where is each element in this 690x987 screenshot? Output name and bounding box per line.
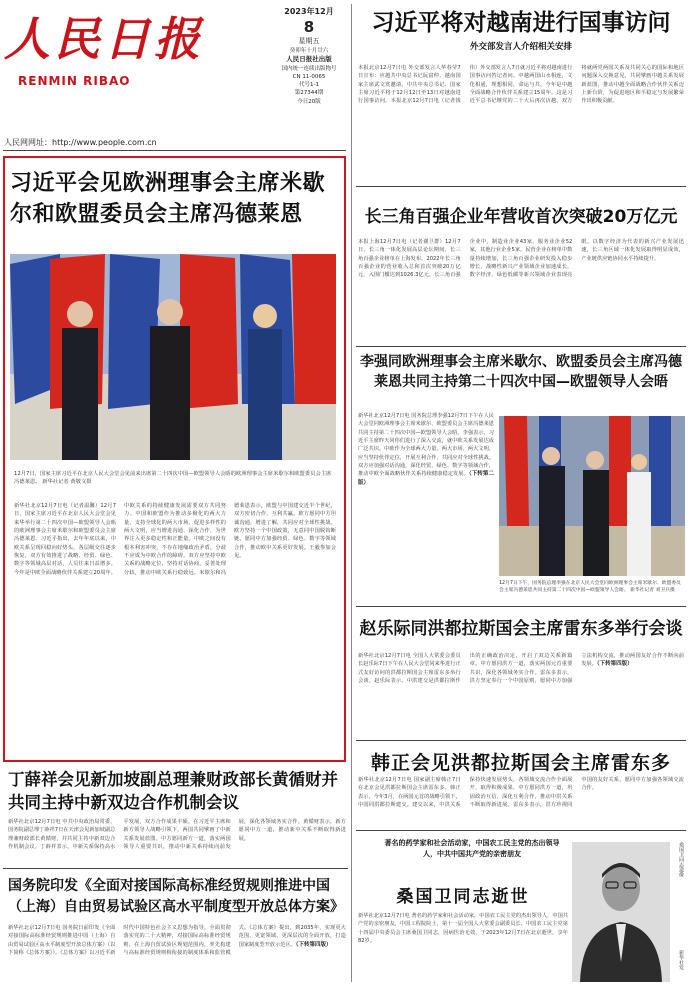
section-divider (356, 606, 686, 607)
obituary-pretitle: 著名的药学家和社会活动家，中国农工民主党的杰出领导人，中共中国共产党的亲密朋友 (384, 839, 560, 858)
shanghai-ftz-text: 新华社北京12月7日电 国务院日前印发《全面对接国际高标准经贸规则推进中国（上海）自由贸易试验区高水平制度型开放总体方案》（以下简称《总体方案》）。《总体方案》以习近平新时代中国特色社会主义思想为指导，全面贯彻落实党的二十大精神，对接国际高标准经贸规则，在上海自贸试验区规划范围内，率先构建与高标准经贸规则相衔接的制度体系和监管模式。《总体方案》提出，到2035年，实现更大范围、更宽领域、更深层次的全面开放，打造国家制度型开放示范区。 (8, 925, 346, 956)
section-divider (356, 186, 686, 187)
obituary-portrait-svg (572, 842, 670, 982)
article-body-zhao-leji (358, 652, 684, 736)
article-body-yangtze-delta: 本报上海12月7日电（记者谢卫群）12月7日，长三角一体化发展高层论坛期间，长三角百强企业榜单在上海发布。2022年长三角百强企业的营业收入总和首次突破20万亿元，入围门槛达到1026.3亿元。长三角百强企业中，制造业企业43家，服务业企业52家，其他行业企业5家。民营企业在榜单中数量持续增加，长三角百强企业研发投入稳步增长，战略性新兴产业领域企业加速成长，数字经济、绿色低碳等新兴领域企业表现亮眼。以数字经济为代表的新兴产业发展迅速，长三角区域一体化发展取得明显成效，产业链供应链协同水平持续提升。 (358, 239, 684, 279)
china-eu-summit-photo-svg (499, 416, 685, 576)
issue-year-month: 2023年12月 (284, 7, 334, 16)
article-body-shanghai-ftz (8, 924, 346, 984)
article-headline-eu-meeting[interactable]: 习近平会见欧洲理事会主席米歇尔和欧盟委员会主席冯德莱恩 (10, 171, 326, 228)
china-eu-summit-continued: （下转第二版） (358, 471, 494, 486)
zhao-leji-continued: （下转第四版） (596, 661, 633, 668)
post-code: 代号1-1 (299, 82, 319, 88)
obituary-portrait-caption: 桑国卫同志遗像 (678, 842, 684, 877)
article-headline-china-eu-summit[interactable]: 李强同欧洲理事会主席米歇尔、欧盟委员会主席冯德莱恩共同主持第二十四次中国—欧盟领导人会晤 (360, 354, 682, 391)
article-body-china-eu-summit (358, 412, 494, 594)
zhao-leji-text: 新华社北京12月7日电 全国人大常委会委员长赵乐际7日下午在人民大会堂同来华进行正式友好访问的洪都拉斯国会主席雷东多举行会谈。赵乐际表示，中洪建交是洪都拉斯作出的正确政治决定，开启了双边关系新篇章。中方愿同洪方一道，落实两国元首重要共识，深化各领域务实合作。雷东多表示，洪方坚定奉行一个中国原则，愿同中方加强立法机构交流，推动两国友好合作不断向前发展。 (358, 653, 684, 684)
eu-meeting-photo-svg (10, 254, 336, 460)
issue-number: 第27344期 (294, 90, 324, 97)
cn-number-label: 国内统一连续出版物号 (281, 65, 337, 72)
newspaper-logo: 人民日报 (4, 12, 204, 66)
publisher: 人民日报社出版 (286, 54, 332, 63)
china-eu-summit-photo (499, 416, 685, 576)
vietnam-lead: 本报北京12月7日电 外交部发言人华春莹7日宣布：应越共中央总书记阮富仲、越南国家主席武文赏邀请，中共中央总书记、国家主席习近平将于12月12日至13日对越南进行国事访问。 (358, 65, 461, 105)
issue-day: 8 (303, 18, 315, 36)
article-headline-obituary[interactable]: 桑国卫同志逝世 (396, 887, 530, 907)
china-eu-summit-caption-text: 12月7日下午，国务院总理李强在北京人民大会堂同欧洲理事会主席米歇尔、欧盟委员会主席冯德莱恩共同主持第二十四次中国—欧盟领导人会晤。 (499, 581, 681, 594)
column-divider (351, 4, 352, 982)
eu-meeting-caption-text: 12月7日，国家主席习近平在北京人民大会堂会见前来出席第二十四次中国—欧盟领导人会晤的欧洲理事会主席米歇尔和欧盟委员会主席冯德莱恩。 (14, 471, 332, 486)
article-body-eu-meeting: 新华社北京12月7日电（记者温馨）12月7日，国家主席习近平在北京人民大会堂会见来华举行第二十四次中国—欧盟领导人会晤的欧洲理事会主席米歇尔和欧盟委员会主席冯德莱恩。习近平指出，去年年底以来，中欧关系呈现回稳向好势头，各层级交往逐步恢复，双方有效推进了战略、经贸、绿色、数字等领域高层对话，人员往来日益增多。今年是中欧全面战略伙伴关系建立20周年。中欧关系的持续健康发展需要双方共同努力。中国和欧盟作为推动多极化的两大力量、支持全球化的两大市场、促进多样性的两大文明，应当增进沟通、深化合作，为世界注入更多稳定性和正能量。中欧之间没有根本利害冲突，不存在地缘政治矛盾，分歧不应成为中欧合作的障碍。双方应坚持中欧关系的战略定位，坚持对话协商，妥善处理分歧，推动中欧关系行稳致远。米歇尔和冯德莱恩表示，欧盟与中国建交近半个世纪，双方密切合作，互利共赢。欧方愿同中方坦诚沟通，增进了解，共同应对全球性挑战。欧方坚持一个中国政策，无意同中国脱钩断链，愿同中方加强经贸、绿色、数字等领域合作，推动欧中关系更好发展。王毅参加会见。 (14, 503, 336, 576)
masthead-divider (3, 150, 346, 151)
section-divider (356, 830, 686, 831)
eu-meeting-photo-credit: 新华社记者 黄敬文摄 (42, 479, 92, 486)
cn-code: CN 11-0065 (292, 73, 326, 80)
china-eu-summit-photo-caption (499, 580, 685, 595)
article-subtitle-vietnam: 外交部发言人介绍相关安排 (469, 42, 572, 52)
section-divider (3, 868, 348, 869)
article-headline-shanghai-ftz[interactable]: 国务院印发《全面对接国际高标准经贸规则推进中国（上海）自由贸易试验区高水平制度型开放总体方案》 (8, 878, 344, 915)
eu-meeting-photo (10, 254, 336, 460)
eu-meeting-photo-caption (14, 470, 334, 486)
china-eu-summit-text: 新华社北京12月7日电 国务院总理李强12月7日下午在人民大会堂同欧洲理事会主席米歇尔、欧盟委员会主席冯德莱恩共同主持第二十四次中国—欧盟领导人会晤。李强表示，习近平主席昨天同你们进行了深入交流，就中欧关系发展达成广泛共识。中欧作为全球两大力量、两大市场、两大文明，应当坚持伙伴定位，开展互利合作，共同应对全球性挑战。双方应加强对话沟通，深化经贸、绿色、数字等领域合作，推动中欧全面战略伙伴关系持续健康稳定发展。 (358, 413, 494, 478)
vietnam-body: 本报北京12月7日电（记者钱伟）外交部发言人7日就习近平将对越南进行国事访问答记者问。中越两国山水相连，文化相通，理想相同，命运与共。今年是中越全面战略合作伙伴关系建立15周年。这是习近平总书记继党的二十大后再次访越，双方将就两党两国关系及共同关心的国际和地区问题深入交换意见，共同擘画中越关系发展新蓝图，推动中越全面战略合作伙伴关系迈上新台阶，为促进地区和平稳定与发展繁荣作出积极贡献。 (390, 65, 684, 105)
china-eu-summit-photo-credit: 新华社记者 刘卫兵摄 (630, 588, 675, 594)
obituary-portrait (572, 842, 670, 982)
article-body-ding-xuexiang: 新华社北京12月7日电 中共中央政治局常委、国务院副总理丁薛祥7日在天津会见新加坡副总理兼财政部长黄循财，并共同主持中新双边合作机制会议。丁薛祥表示，中新关系保持高水平发展，双方合作成果丰硕。在习近平主席和新方领导人战略引领下，两国共同擘画了中新关系发展蓝图。中方愿同新方一道，落实两国领导人重要共识，推动中新关系持续向前发展，深化各领域务实合作。黄循财表示，新方愿同中方一道，推动新中关系不断取得新进展。 (8, 819, 346, 850)
masthead-info (272, 6, 346, 138)
newspaper-pinyin: RENMIN RIBAO (18, 74, 131, 88)
issue-weekday: 星期五 (298, 37, 320, 45)
article-headline-vietnam[interactable]: 习近平将对越南进行国事访问 (371, 10, 671, 36)
article-headline-zhao-leji[interactable]: 赵乐际同洪都拉斯国会主席雷东多举行会谈 (359, 619, 683, 639)
section-divider (356, 346, 686, 347)
article-body-obituary: 新华社北京12月7日电 著名的药学家和社会活动家，中国农工民主党的杰出领导人，中国共产党的亲密朋友，中国工程院院士，第十一届全国人大常委会副委员长、中国农工民主党第十四届中央委员会主席桑国卫同志，因病医治无效，于2023年12月7日在北京逝世，享年82岁。 (358, 913, 568, 944)
article-headline-han-zheng[interactable]: 韩正会见洪都拉斯国会主席雷东多 (370, 752, 671, 774)
article-body-vietnam (358, 64, 684, 178)
section-divider (356, 740, 686, 741)
article-headline-ding-xuexiang[interactable]: 丁薛祥会见新加坡副总理兼财政部长黄循财并共同主持中新双边合作机制会议 (8, 770, 338, 813)
obituary-portrait-credit: 新华社发 (678, 950, 684, 970)
issue-lunar-date: 癸卯年十月廿六 (289, 47, 329, 54)
website-link[interactable]: 人民网网址：http://www.people.com.cn (4, 138, 157, 147)
article-headline-yangtze-delta[interactable]: 长三角百强企业年营收首次突破20万亿元 (364, 207, 678, 227)
page-count: 今日20版 (297, 98, 321, 105)
article-body-han-zheng: 新华社北京12月7日电 国家副主席韩正7日在北京会见洪都拉斯国会主席雷东多。韩正表示，今年3月，在两国元首的战略引领下，中国同洪都拉斯建交。建交以来，中洪关系保持快速发展势头，各领域交流合作全面展开，取得积极成果。中方愿同洪方一道，巩固政治互信，深化互利合作，推动中洪关系不断取得新进展。雷东多表示，洪方珍视同中国的友好关系，愿同中方加强各领域交流合作。 (358, 777, 684, 808)
shanghai-ftz-continued: （下转第四版） (295, 941, 332, 948)
